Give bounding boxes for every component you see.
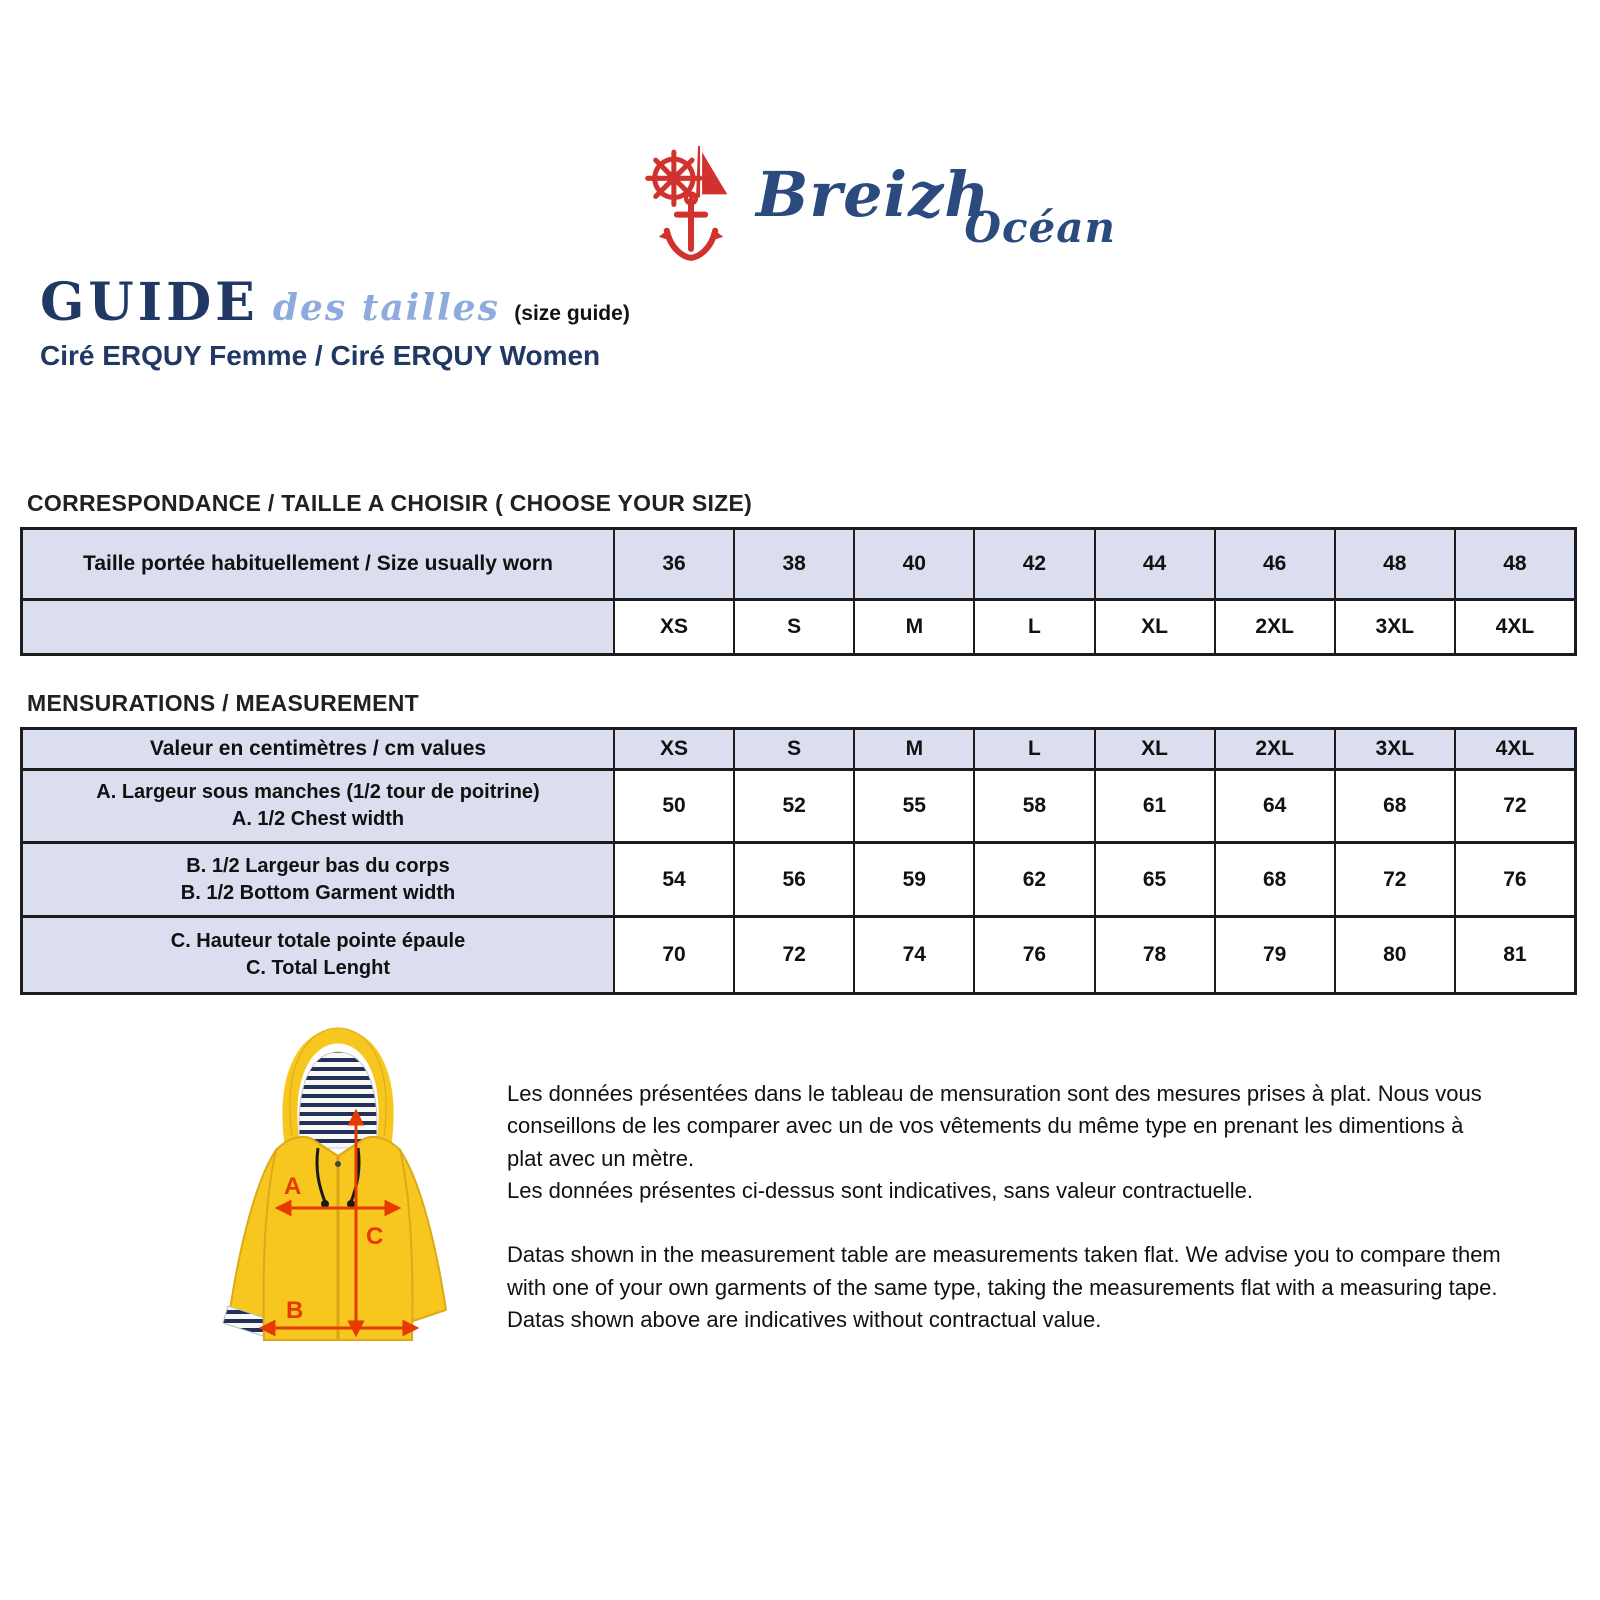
- measurement-value-cell: 56: [735, 844, 853, 915]
- measurement-value-cell: 55: [855, 771, 973, 841]
- measurement-value-cell: 64: [1216, 771, 1334, 841]
- raincoat-measurement-diagram: [178, 1022, 500, 1354]
- measurement-row-label: [23, 918, 613, 992]
- measurement-value-cell: 59: [855, 844, 973, 915]
- measurements-table: [20, 727, 1577, 995]
- guide-title: GUIDE: [40, 272, 259, 333]
- size-worn-cell: 38: [735, 530, 853, 598]
- measurement-label-en: C. Total Lenght: [245, 957, 391, 979]
- size-worn-cell: 40: [855, 530, 973, 598]
- measurement-value-cell: 65: [1096, 844, 1214, 915]
- size-code-header-cell: XS: [615, 730, 733, 768]
- measurement-value-cell: 72: [1336, 844, 1454, 915]
- size-code-header-cell: XL: [1096, 730, 1214, 768]
- measurement-value-cell: 72: [735, 918, 853, 992]
- size-code-cell: 2XL: [1216, 601, 1334, 653]
- size-code-cell: XL: [1096, 601, 1214, 653]
- measurement-value-cell: 74: [855, 918, 973, 992]
- measurement-value-cell: 72: [1456, 771, 1574, 841]
- correspondence-heading: CORRESPONDANCE / TAILLE A CHOISIR ( CHOOSE YOUR SIZE): [27, 490, 753, 516]
- size-code-cell: XS: [615, 601, 733, 653]
- measurement-label-fr: A. Largeur sous manches (1/2 tour de poitrine): [96, 781, 540, 803]
- size-code-header-cell: L: [975, 730, 1093, 768]
- note-en-2: Datas shown above are indicatives without contractual value.: [507, 1306, 1102, 1332]
- measurement-value-cell: 54: [615, 844, 733, 915]
- size-code-header-cell: M: [855, 730, 973, 768]
- size-worn-cell: 36: [615, 530, 733, 598]
- measurement-value-cell: 79: [1216, 918, 1334, 992]
- size-code-cell: S: [735, 601, 853, 653]
- guide-subtitle: des tailles: [272, 287, 500, 329]
- measurement-value-cell: 58: [975, 771, 1093, 841]
- size-worn-cell: 48: [1336, 530, 1454, 598]
- size-worn-cell: 44: [1096, 530, 1214, 598]
- size-worn-cell: 46: [1216, 530, 1334, 598]
- notes-block: [507, 1078, 1502, 1336]
- measurement-label-en: B. 1/2 Bottom Garment width: [180, 881, 456, 904]
- measurement-value-cell: 78: [1096, 918, 1214, 992]
- note-fr-1: Les données présentées dans le tableau de mensuration sont des mesures prises à plat. Nous vous conseillons de les comparer avec un de vos vêtements du même type en prenant les dimentions à plat avec un mètre.: [507, 1081, 1482, 1171]
- measurement-value-cell: 62: [975, 844, 1093, 915]
- brand-name-breizh: Breizh: [756, 158, 991, 231]
- size-code-cell: L: [975, 601, 1093, 653]
- size-code-header-cell: 2XL: [1216, 730, 1334, 768]
- anchor-wheel-sailboat-icon: [640, 140, 742, 266]
- size-code-header-cell: 4XL: [1456, 730, 1574, 768]
- note-en-1: Datas shown in the measurement table are measurements taken flat. We advise you to compare them with one of your own garments of the same type, taking the measurements flat with a measuring tape.: [507, 1242, 1501, 1300]
- measurement-value-cell: 81: [1456, 918, 1574, 992]
- measurement-value-cell: 68: [1336, 771, 1454, 841]
- measurement-value-cell: 61: [1096, 771, 1214, 841]
- size-code-cell: 3XL: [1336, 601, 1454, 653]
- measurement-value-cell: 70: [615, 918, 733, 992]
- note-fr-2: Les données présentes ci-dessus sont indicatives, sans valeur contractuelle.: [507, 1177, 1253, 1203]
- measurement-value-cell: 80: [1336, 918, 1454, 992]
- notes-spacer: [507, 1207, 1502, 1239]
- arrow-label-c: C: [366, 1223, 384, 1250]
- measurement-row-label: [23, 844, 613, 915]
- correspondence-table: [20, 527, 1577, 656]
- guide-note: (size guide): [514, 302, 630, 325]
- brand-name-ocean: Océan: [964, 203, 1116, 252]
- arrow-label-a: A: [284, 1173, 302, 1200]
- product-title: Ciré ERQUY Femme / Ciré ERQUY Women: [40, 340, 601, 371]
- size-code-cell: M: [855, 601, 973, 653]
- guide-heading: [40, 272, 630, 333]
- size-code-header-cell: S: [735, 730, 853, 768]
- size-code-cell: 4XL: [1456, 601, 1574, 653]
- size-worn-cell: 42: [975, 530, 1093, 598]
- measurement-label-fr: C. Hauteur totale pointe épaule: [170, 930, 466, 952]
- arrow-label-b: B: [286, 1297, 304, 1324]
- row-label-cell-empty: [23, 601, 613, 653]
- size-worn-cell: 48: [1456, 530, 1574, 598]
- measurement-value-cell: 50: [615, 771, 733, 841]
- measurement-value-cell: 68: [1216, 844, 1334, 915]
- measurement-row-label: [23, 771, 613, 841]
- measurement-label-fr: B. 1/2 Largeur bas du corps: [186, 854, 450, 877]
- measurements-heading: MENSURATIONS / MEASUREMENT: [27, 690, 419, 716]
- size-code-header-cell: 3XL: [1336, 730, 1454, 768]
- measurement-value-cell: 76: [975, 918, 1093, 992]
- brand-logo: [640, 140, 1142, 266]
- measurement-value-cell: 76: [1456, 844, 1574, 915]
- measurement-label-en: A. 1/2 Chest width: [231, 808, 405, 830]
- measurements-header-label: Valeur en centimètres / cm values: [23, 730, 613, 768]
- brand-name: [756, 158, 1142, 252]
- row-label-cell: Taille portée habituellement / Size usually worn: [23, 530, 613, 598]
- measurement-value-cell: 52: [735, 771, 853, 841]
